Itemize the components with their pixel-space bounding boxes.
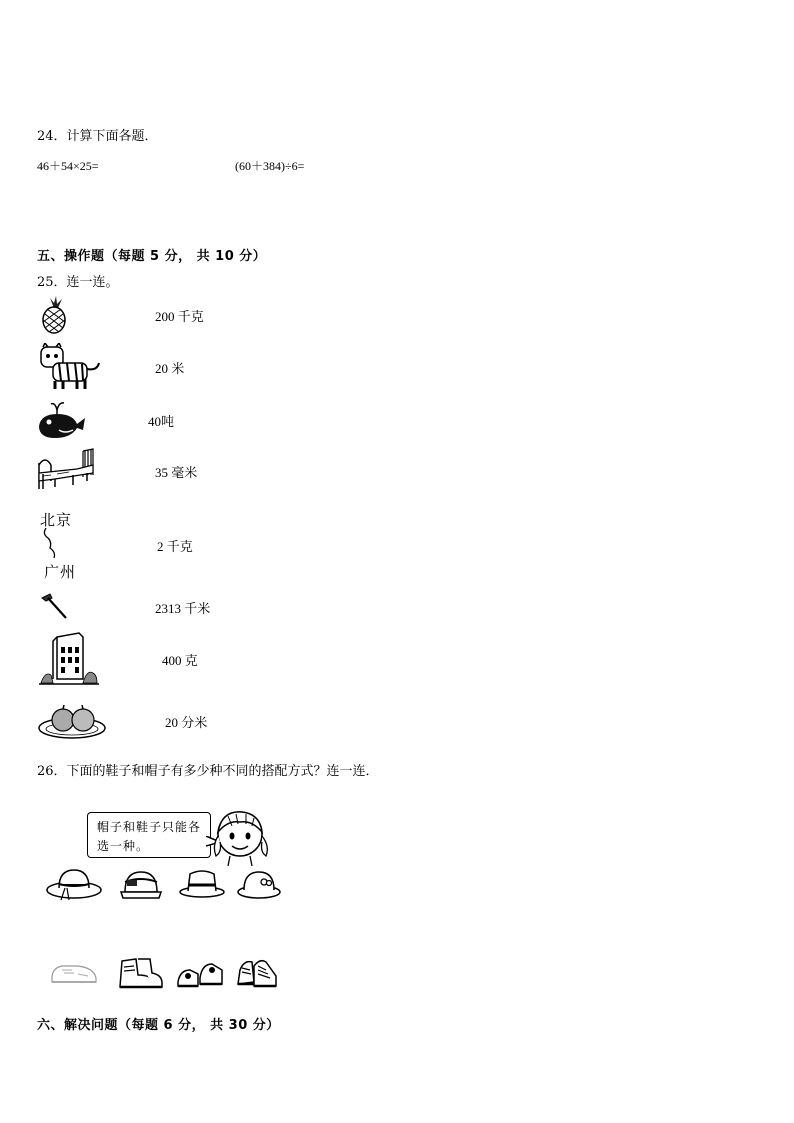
hat-cap-icon[interactable] bbox=[119, 866, 163, 902]
hat-bonnet-icon[interactable] bbox=[236, 866, 282, 902]
whale-icon bbox=[37, 400, 87, 440]
route-end-guangzhou: 广州 bbox=[44, 563, 77, 581]
pineapple-icon bbox=[37, 296, 71, 334]
q25-label-2: 20 米 bbox=[155, 361, 185, 376]
q25-label-5: 2 千克 bbox=[157, 539, 193, 554]
q24-title: 24．计算下面各题． bbox=[37, 129, 158, 144]
q25-label-4: 35 毫米 bbox=[155, 465, 198, 480]
hat-fedora-icon[interactable] bbox=[178, 866, 226, 900]
q25-label-3: 40吨 bbox=[148, 414, 175, 429]
shoe-sandals-icon[interactable] bbox=[176, 956, 224, 990]
nail-icon bbox=[40, 592, 70, 620]
q24-expression-2: (60＋384)÷6= bbox=[235, 159, 305, 173]
route-line-icon bbox=[40, 528, 70, 560]
q25-label-8: 20 分米 bbox=[165, 715, 208, 730]
q25-label-6: 2313 千米 bbox=[155, 601, 211, 616]
building-icon bbox=[39, 631, 99, 686]
bed-icon bbox=[37, 447, 95, 491]
hat-wide-brim-icon[interactable] bbox=[45, 866, 103, 902]
q25-label-7: 400 克 bbox=[162, 653, 198, 668]
girl-icon bbox=[212, 806, 270, 868]
route-start-beijing: 北京 bbox=[40, 511, 73, 529]
section-6-heading: 六、解决问题（每题 6 分， 共 30 分） bbox=[37, 1018, 280, 1033]
shoe-sneaker-icon[interactable] bbox=[48, 958, 100, 988]
tiger-icon bbox=[37, 343, 101, 391]
shoe-laced-icon[interactable] bbox=[236, 956, 280, 990]
section-5-heading: 五、操作题（每题 5 分， 共 10 分） bbox=[37, 249, 267, 264]
speech-bubble-text: 帽子和鞋子只能各选一种。 bbox=[97, 820, 202, 853]
q25-label-1: 200 千克 bbox=[155, 309, 204, 324]
q24-expression-1: 46＋54×25= bbox=[37, 159, 99, 173]
q26-title: 26．下面的鞋子和帽子有多少种不同的搭配方式？连一连． bbox=[37, 764, 379, 779]
shoe-boots-icon[interactable] bbox=[116, 955, 164, 991]
apples-plate-icon bbox=[37, 702, 107, 740]
q25-title: 25．连一连。 bbox=[37, 275, 119, 290]
